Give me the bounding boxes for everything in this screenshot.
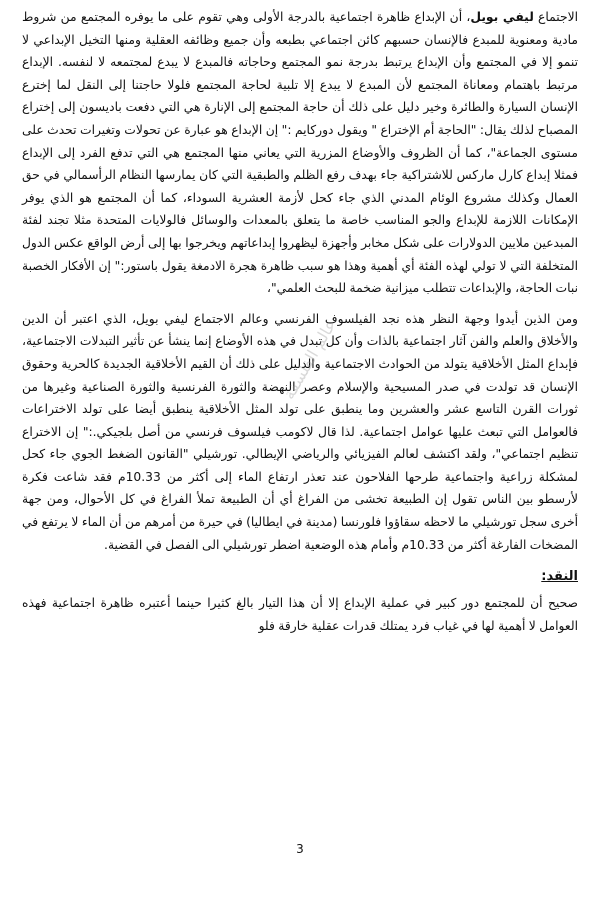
author-name: ليفي بويل xyxy=(470,10,534,24)
paragraph-2 xyxy=(22,308,578,557)
page-number: 3 xyxy=(296,842,304,856)
critique-paragraph xyxy=(22,592,578,637)
paragraph-1 xyxy=(22,6,578,300)
paragraph-1-body: ، أن الإبداع ظاهرة اجتماعية بالدرجة الأولى وهي تقوم على ما يوفره المجتمع من شروط مادية ومعنوية للمبدع فالإنسان حسبهم كائن اجتماعي بطبعه وأن جميع وظائفه العقلية ومنها التخيل الإبداعي لا تنمو إلا في المجتمع وأن الإبداع يرتبط بدرجة نمو المجتمع وحاجاته فالمبدع لا يبدع لمجتمعه لا لنفسه. الإبداع مرتبط باهتمام ومعاناة المجتمع لأن المبدع لا يبدع إلا تلبية لحاجة المجتمع فلولا حاجتنا إلى النقل لما إخترع الإنسان السيارة والطائرة وخير دليل على ذلك أن حاجة المجتمع إلى الإنارة هي التي دفعت باديسون إلى إختراع المصباح لذلك يقال: "الحاجة أم الإختراع " ويقول دوركايم :" إن الإبداع هو عبارة عن تحولات وتغيرات تحدث على مستوى الجماعة"، كما أن الظروف والأوضاع المزرية التي يعاني منها المجتمع هي التي تدفع الفرد إلى الإبداع فمثلا إبداع كارل ماركس للاشتراكية جاء بهدف رفع الظلم والطبقية التي كان يمارسها النظام الرأسمالي في حق العمال وكذلك مشروع الوئام المدني الذي جاء كحل لأزمة العشرية السوداء، كما أن المجتمع هو الذي يوفر الإمكانات اللازمة للإبداع والجو المناسب خاصة ما يتعلق بالمعدات والوسائل فالولايات المتحدة مثلا تجند لفئة المبدعين ملايين الدولارات على شكل مخابر وأجهزة ليظهروا إبداعاتهم ويخرجوا بها إلى أرض الواقع عكس الدول المتخلفة التي لا تولي لهذه الفئة أي أهمية وهذا هو سبب ظاهرة هجرة الادمغة يقول باستور:" إن الأفكار الخصبة نبات الحاجة، والإبداعات تتطلب ميزانية ضخمة للبحث العلمي"، xyxy=(22,10,578,296)
critique-heading: النقد: xyxy=(541,569,578,585)
watermark: عالم الفلسفة xyxy=(278,316,340,403)
paragraph-1-lead: الاجتماع xyxy=(533,10,578,24)
critique-body: صحيح أن للمجتمع دور كبير في عملية الإبداع إلا أن هذا التيار بالغ كثيرا حينما أعتبره ظاهرة اجتماعية فهذه العوامل لا أهمية لها في غياب فرد يمتلك قدرات عقلية خارقة فلو xyxy=(22,596,578,633)
paragraph-2-body: ومن الذين أيدوا وجهة النظر هذه نجد الفيلسوف الفرنسي وعالم الاجتماع ليفي بويل، الذي اعتبر أن الدين والأخلاق والعلم والفن آثار اجتماعية بالذات وأن كل تبدل في هذه الأوضاع إنما ينشأ عن تأثير التبدلات الاجتماعية، فإبداع المثل الأخلاقية يتولد من الحوادث الاجتماعية والدليل على ذلك أن القيم الأخلاقية الجديدة كالحرية وحقوق الإنسان قد تولدت في صدر المسيحية والإسلام وعصر النهضة والثورة الفرنسية والثورة الصناعية وغيرها من ثورات القرن التاسع عشر والعشرين وما ينطبق على تولد المثل الأخلاقية ينطبق أيضا على تولد الاختراعات فالعوامل التي تبعث عليها عوامل اجتماعية. لذا قال لاكومب فيلسوف فرنسي من أصل بلجيكي.:" إن الاختراع تنظيم اجتماعي"، ولقد اكتشف لعالم الفيزيائي والرياضي الإيطالي. تورشيلي "القانون الضغط الجوي جاء كحل لمشكلة زراعية واجتماعية طرحها الفلاحون عند تعذر ارتفاع الماء إلى أكثر من 10.33م فقد شاعت فكرة لأرسطو بين الناس تقول إن الطبيعة تخشى من الفراغ أي أن الطبيعة تملأ الفراغ في كل الأحوال، ومن جهة أخرى سجل تورشيلي ما لاحظه سقاؤوا فلورنسا (مدينة في ايطاليا) في حيرة من أمرهم من أن الماء لا يرتفع في المضخات الفارغة أكثر من 10.33م وأمام هذه الوضعية اضطر تورشيلي الى الفصل في القضية. xyxy=(22,311,578,552)
